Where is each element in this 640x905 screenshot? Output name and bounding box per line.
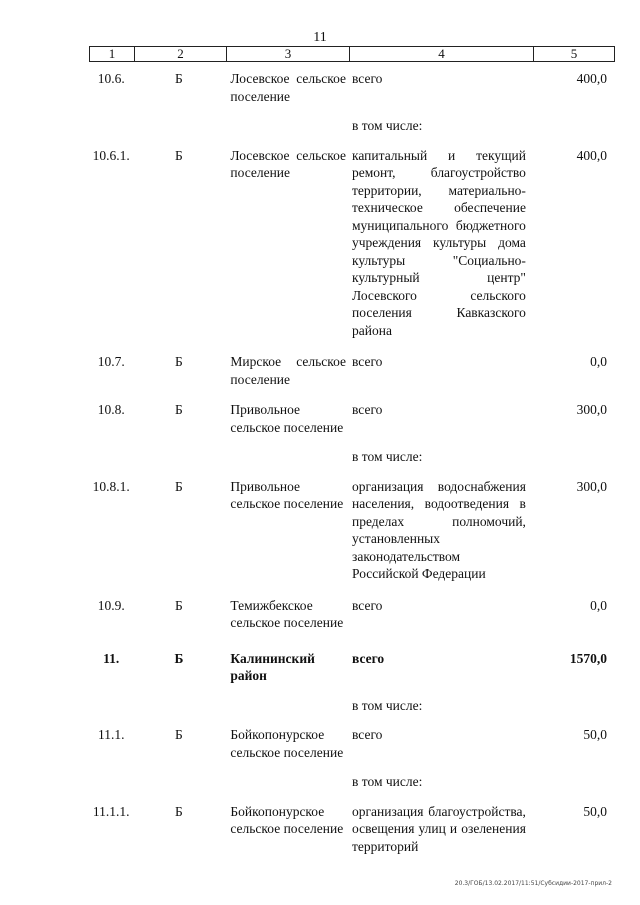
row-category: Б — [175, 803, 183, 819]
row-amount: 300,0 — [576, 402, 607, 417]
row-amount: 0,0 — [590, 597, 607, 613]
table-row — [89, 117, 615, 135]
row-name: Привольное сельское поселение — [230, 478, 344, 511]
row-purpose: организация водоснабжения населения, водоотведения в пределах полномочий, установленных законодательством Российской Федерации — [352, 478, 526, 581]
row-number: 10.9. — [97, 597, 125, 613]
row-number: 10.8.1. — [92, 478, 130, 494]
table-row — [89, 726, 615, 761]
table-row — [89, 773, 615, 791]
row-name: Лосевское сельское поселение — [230, 147, 347, 180]
row-category: Б — [175, 478, 183, 494]
row-purpose: всего — [352, 354, 383, 369]
row-category: Б — [175, 727, 183, 742]
column-header-4: 4 — [350, 47, 534, 61]
row-name: Бойкопонурское сельское поселение — [230, 803, 344, 836]
table-column-header — [89, 46, 615, 62]
row-amount: 50,0 — [583, 727, 607, 742]
table-row — [89, 697, 615, 715]
row-number: 10.6. — [97, 71, 125, 86]
row-purpose: капитальный и текущий ремонт, благоустройство территории, материально-техническое обеспечение муниципального бюджетного учреждения культуры дома культуры "Социально-культурный центр" Лосевского сельского поселения Кавказского района — [352, 147, 526, 338]
row-category: Б — [175, 147, 183, 163]
row-purpose: всего — [352, 597, 383, 613]
row-number: 11.1. — [97, 727, 125, 742]
row-number — [89, 448, 133, 466]
table-row — [89, 448, 615, 466]
row-amount: 400,0 — [576, 147, 607, 163]
table-row — [89, 401, 615, 436]
row-purpose: всего — [352, 650, 385, 666]
row-purpose: всего — [352, 402, 383, 417]
table-row — [89, 650, 615, 685]
table-row — [89, 597, 615, 632]
row-category: Б — [175, 402, 183, 417]
row-name — [224, 448, 346, 466]
row-amount: 1570,0 — [569, 650, 607, 666]
row-purpose: всего — [352, 71, 383, 86]
row-name: Темижбекское сельское поселение — [230, 597, 344, 630]
table-row — [89, 70, 615, 105]
row-name: Калининский район — [230, 650, 315, 683]
row-amount: 400,0 — [576, 71, 607, 86]
row-purpose: в том числе: — [352, 774, 423, 789]
row-number: 10.7. — [97, 354, 125, 369]
row-name — [224, 117, 346, 135]
column-header-5: 5 — [570, 46, 578, 61]
row-name — [224, 773, 346, 791]
row-category — [133, 117, 224, 135]
row-number — [89, 697, 133, 715]
row-purpose: в том числе: — [352, 118, 423, 133]
row-number: 10.6.1. — [92, 147, 130, 163]
row-number: 11. — [103, 650, 120, 666]
row-number — [89, 773, 133, 791]
row-number: 10.8. — [97, 402, 125, 417]
row-amount: 300,0 — [576, 478, 607, 494]
table-row — [89, 478, 615, 583]
row-category — [133, 697, 224, 715]
column-header-1: 1 — [90, 47, 135, 61]
row-amount — [528, 117, 615, 135]
column-header-2: 2 — [135, 47, 227, 61]
row-amount — [528, 448, 615, 466]
row-name: Мирское сельское поселение — [230, 354, 347, 387]
row-category: Б — [175, 597, 183, 613]
row-category — [133, 773, 224, 791]
row-category — [133, 448, 224, 466]
row-category: Б — [175, 354, 183, 369]
row-name: Лосевское сельское поселение — [230, 71, 347, 104]
column-header-3: 3 — [227, 47, 350, 61]
row-name: Бойкопонурское сельское поселение — [230, 727, 344, 760]
table-row — [89, 803, 615, 856]
row-amount — [528, 773, 615, 791]
row-purpose: в том числе: — [352, 449, 423, 464]
subsidy-table-body — [89, 62, 615, 855]
table-row — [89, 353, 615, 388]
row-category: Б — [174, 650, 184, 666]
page-number: 11 — [313, 30, 327, 45]
row-category: Б — [175, 71, 183, 86]
row-number — [89, 117, 133, 135]
row-amount: 50,0 — [583, 803, 607, 819]
row-amount: 0,0 — [590, 354, 607, 369]
row-purpose: в том числе: — [352, 697, 423, 713]
row-amount — [528, 697, 615, 715]
row-name — [224, 697, 346, 715]
row-name: Привольное сельское поселение — [230, 402, 344, 435]
row-purpose: всего — [352, 727, 383, 742]
row-purpose: организация благоустройства, освещения улиц и озеленения территорий — [352, 803, 526, 854]
document-footer: 20.3/ГОБ/13.02.2017/11:51/Субсидии-2017-прил-2 — [454, 880, 612, 887]
row-number: 11.1.1. — [92, 803, 130, 819]
table-row — [89, 147, 615, 340]
